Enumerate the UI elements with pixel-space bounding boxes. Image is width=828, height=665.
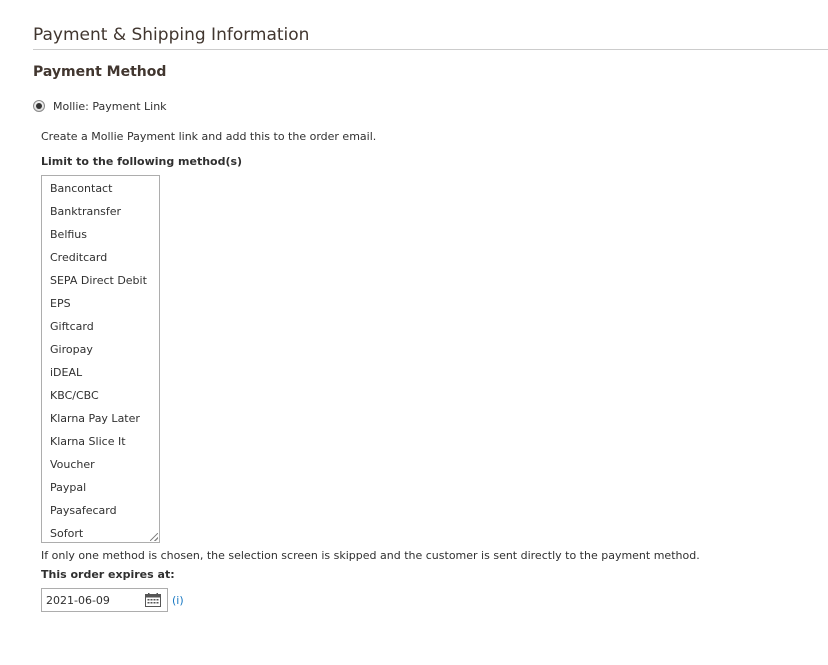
methods-hint: If only one method is chosen, the selection screen is skipped and the customer is sent directly to the payment method. xyxy=(41,549,700,562)
method-option[interactable]: Belfius xyxy=(50,228,88,241)
method-option[interactable]: Sofort xyxy=(50,527,84,540)
method-option[interactable]: Giropay xyxy=(50,343,93,356)
method-option[interactable]: Voucher xyxy=(50,458,95,471)
payment-method-title: Payment Method xyxy=(33,64,167,80)
method-option[interactable]: iDEAL xyxy=(50,366,83,379)
payment-option-label[interactable]: Mollie: Payment Link xyxy=(53,99,167,113)
payment-description: Create a Mollie Payment link and add this to the order email. xyxy=(41,130,377,143)
method-option[interactable]: EPS xyxy=(50,297,71,310)
calendar-icon[interactable] xyxy=(145,593,161,607)
method-option[interactable]: KBC/CBC xyxy=(50,389,99,402)
method-option[interactable]: Bancontact xyxy=(50,182,113,195)
section-title: Payment & Shipping Information xyxy=(33,25,310,45)
payment-option-mollie[interactable] xyxy=(33,97,167,115)
method-option[interactable]: Klarna Slice It xyxy=(50,435,126,448)
method-option[interactable]: Giftcard xyxy=(50,320,94,333)
section-divider xyxy=(33,49,828,50)
method-option[interactable]: Creditcard xyxy=(50,251,108,264)
method-option[interactable]: Banktransfer xyxy=(50,205,122,218)
payment-option-radio[interactable] xyxy=(33,100,45,112)
limit-methods-label: Limit to the following method(s) xyxy=(41,155,243,168)
expires-date-input[interactable] xyxy=(42,589,142,611)
methods-multiselect[interactable] xyxy=(41,175,160,543)
resize-grip-icon[interactable] xyxy=(150,533,158,541)
expires-info-link[interactable]: (i) xyxy=(172,594,184,607)
expires-date-field[interactable] xyxy=(41,588,168,612)
method-option[interactable]: Paypal xyxy=(50,481,87,494)
method-option[interactable]: SEPA Direct Debit xyxy=(50,274,147,287)
method-option[interactable]: Paysafecard xyxy=(50,504,117,517)
method-option[interactable]: Klarna Pay Later xyxy=(50,412,140,425)
expires-label: This order expires at: xyxy=(41,568,175,581)
